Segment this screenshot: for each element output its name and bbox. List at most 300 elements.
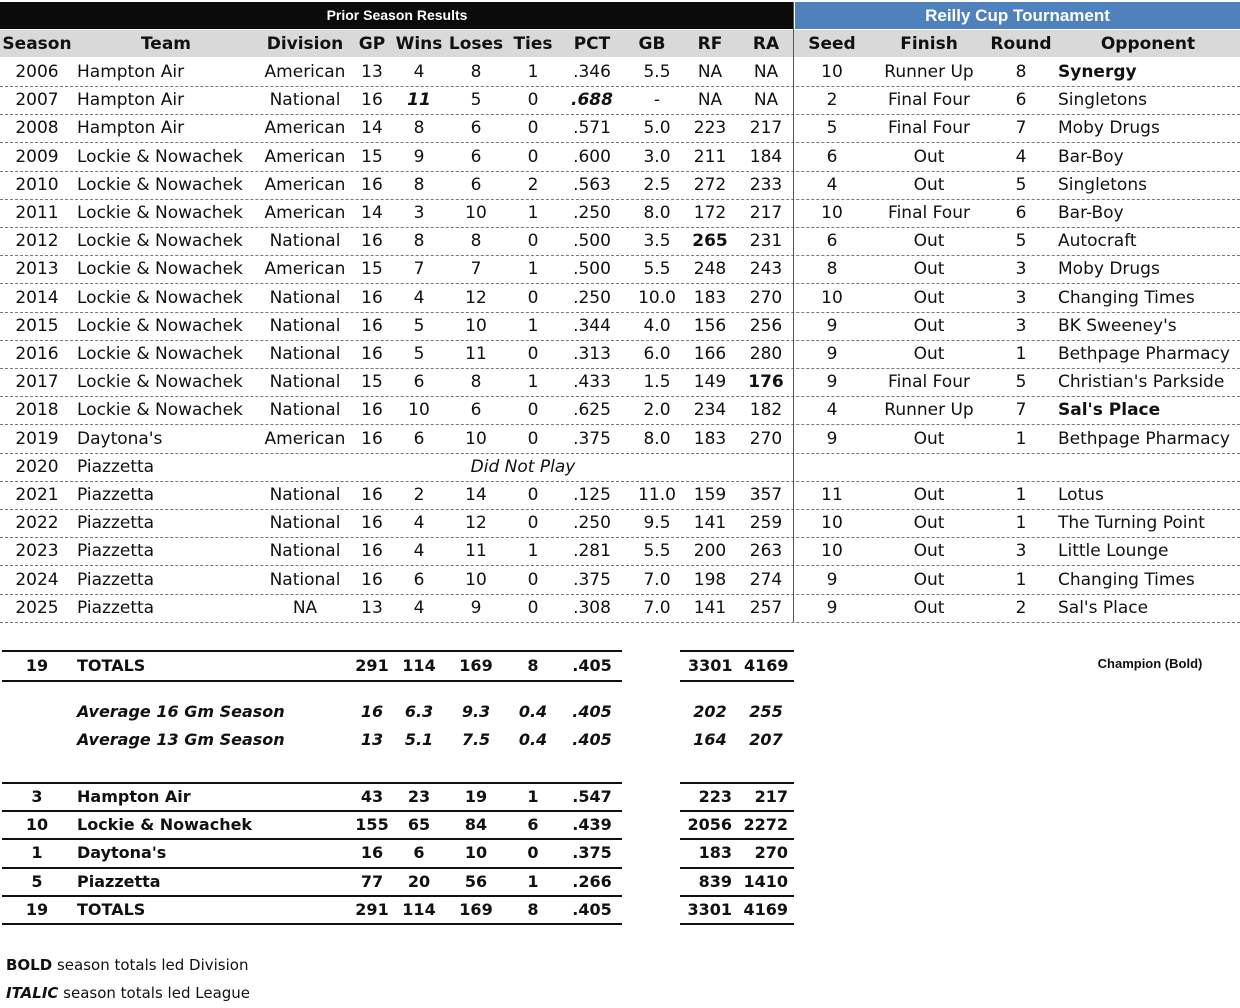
col-header-gb: GB [638,34,666,54]
cell-gb: 8.0 [643,203,671,223]
cell-gp: 16 [361,90,383,111]
cell-rf: 141 [693,513,727,534]
cell-pct: .125 [573,485,611,505]
cell-seed: 6 [826,231,838,252]
cell-ties: 1 [527,541,539,562]
cell-opponent: The Turning Point [1058,513,1205,534]
cell-finish: Out [913,146,945,167]
cell-gp: 16 [361,344,383,364]
cell-gp: 16 [361,485,383,505]
cell-season: 2007 [15,90,59,111]
cell-opponent: Synergy [1058,62,1137,82]
cell-round: 7 [1015,118,1027,139]
cell-ra: 357 [749,485,783,505]
totals-loses: 169 [459,656,493,675]
cell-team: Lockie & Nowachek [77,146,243,167]
cell-team: Lockie & Nowachek [77,287,243,308]
cell-gb: 3.0 [643,146,671,167]
cell-seed: 9 [826,372,838,393]
cell-rf: 183 [693,287,727,308]
cell-wins: 9 [413,146,425,167]
season-row-2025 [0,594,1240,623]
cell-division: American [264,118,346,139]
avg16-wins: 6.3 [404,702,434,721]
cell-wins: 5 [413,344,425,364]
cell-season: 2023 [15,541,59,562]
cell-division: National [269,231,341,252]
cell-finish: Out [913,315,945,336]
cell-gb: 6.0 [643,344,671,364]
cell-team: Piazzetta [77,597,155,618]
cell-ra: 176 [748,372,784,393]
cell-rf: NA [697,90,723,111]
cell-opponent: Autocraft [1058,231,1137,252]
cell-rf: 198 [693,569,727,590]
cell-loses: 11 [465,344,487,364]
cell-opponent: Bethpage Pharmacy [1058,344,1230,364]
avg16-pct: .405 [572,702,612,721]
cell-team: Hampton Air [77,62,185,82]
cell-season: 2022 [15,513,59,534]
cell-gp: 16 [361,400,383,421]
cell-ra: 182 [749,400,783,421]
cell-gp: 16 [361,287,383,308]
cell-wins: 8 [413,118,425,139]
legend-bold-word: BOLD [6,956,53,974]
team-total-ra: 270 [754,843,788,863]
cell-ra: 270 [749,428,783,449]
cell-pct: .688 [571,90,613,111]
cell-round: 2 [1015,597,1027,618]
cell-rf: 149 [693,372,727,393]
cell-rf: 183 [693,428,727,449]
team-total-ties: 6 [527,815,539,835]
cell-opponent: BK Sweeney's [1058,315,1177,336]
cell-rf: 156 [693,315,727,336]
team-total-ra: 1410 [743,871,788,891]
totals-rf: 3301 [688,656,733,675]
season-row-2006 [0,58,1240,87]
cell-finish: Final Four [888,90,970,111]
cell-gp: 15 [361,259,383,280]
cell-seed: 10 [821,541,843,562]
cell-gb: 4.0 [643,315,671,336]
team-total-loses: 10 [464,843,488,863]
cell-seed: 9 [826,344,838,364]
cell-gb: 5.5 [643,259,671,280]
cell-round: 1 [1015,344,1027,364]
avg13-ties: 0.4 [518,730,548,749]
cell-finish: Out [913,231,945,252]
cell-division: National [269,569,341,590]
cell-division: National [269,344,341,364]
cell-gb: 5.0 [643,118,671,139]
cell-opponent: Moby Drugs [1058,118,1160,139]
season-row-2024 [0,566,1240,595]
cell-season: 2017 [15,372,59,393]
cell-gp: 13 [361,597,383,618]
cell-rf: 265 [692,231,728,252]
cell-ra: NA [753,90,779,111]
cell-season: 2011 [15,203,59,223]
cell-rf: 223 [693,118,727,139]
team-total-pct: .375 [572,843,612,863]
cell-pct: .346 [573,62,611,82]
totals-count: 19 [25,656,49,675]
season-row-2016 [0,340,1240,369]
cell-gp: 16 [361,231,383,252]
col-header-season: Season [2,34,72,54]
col-header-gp: GP [358,34,386,54]
team-total-pct: .266 [572,871,612,891]
cell-rf: 200 [693,541,727,562]
cell-opponent: Moby Drugs [1058,259,1160,280]
cell-team: Lockie & Nowachek [77,259,243,280]
totals-ra: 4169 [744,656,789,675]
team-total-rf: 183 [698,843,732,863]
cell-finish: Out [913,174,945,195]
season-row-2018 [0,396,1240,425]
cell-seed: 8 [826,259,838,280]
cell-seed: 10 [821,203,843,223]
season-row-2022 [0,509,1240,538]
cell-team: Piazzetta [77,456,155,477]
cell-ra: 259 [749,513,783,534]
cell-gb: 2.0 [643,400,671,421]
cell-pct: .600 [573,146,611,167]
team-total-rule-left [2,923,622,925]
cell-gb: 11.0 [638,485,676,505]
team-total-team: Piazzetta [77,871,161,891]
team-total-gp: 16 [360,843,384,863]
cell-loses: 10 [465,203,487,223]
cell-wins: 4 [413,597,425,618]
cell-wins: 6 [413,428,425,449]
cell-ties: 0 [527,485,539,505]
avg16-loses: 9.3 [461,702,491,721]
cell-team: Piazzetta [77,485,155,505]
team-total-pct: .439 [572,815,612,835]
cell-pct: .500 [573,259,611,280]
cell-rf: NA [697,62,723,82]
cell-round: 1 [1015,569,1027,590]
team-total-wins: 65 [407,815,431,835]
team-total-wins: 6 [413,843,425,863]
cell-round: 3 [1015,541,1027,562]
cell-gb: 7.0 [643,597,671,618]
team-total-loses: 56 [464,871,488,891]
avg13-ra: 207 [749,730,783,749]
team-total-rf: 839 [698,871,732,891]
cell-division: American [264,428,346,449]
team-total-wins: 23 [407,787,431,806]
cell-pct: .571 [573,118,611,139]
season-row-2013 [0,255,1240,284]
tournament-title: Reilly Cup Tournament [925,6,1110,25]
totals-label: TOTALS [77,656,146,675]
section-divider [793,2,794,622]
cell-team: Lockie & Nowachek [77,231,243,252]
season-row-2007 [0,86,1240,115]
cell-gp: 15 [361,146,383,167]
season-row-2019 [0,425,1240,454]
cell-season: 2010 [15,174,59,195]
cell-team: Lockie & Nowachek [77,372,243,393]
cell-division: National [269,400,341,421]
cell-pct: .308 [573,597,611,618]
team-total-team: Hampton Air [77,787,191,806]
team-total-ra: 4169 [743,899,788,919]
cell-season: 2024 [15,569,59,590]
cell-division: National [269,372,341,393]
cell-ties: 0 [527,90,539,111]
team-total-count: 19 [25,899,49,919]
cell-team: Hampton Air [77,118,185,139]
cell-round: 1 [1015,485,1027,505]
cell-gp: 16 [361,569,383,590]
cell-loses: 6 [470,118,482,139]
cell-seed: 4 [826,400,838,421]
cell-gb: 5.5 [643,62,671,82]
cell-round: 4 [1015,146,1027,167]
team-total-pct: .547 [572,787,612,806]
cell-round: 5 [1015,174,1027,195]
cell-seed: 11 [821,485,843,505]
avg16-label: Average 16 Gm Season [77,702,285,721]
cell-ties: 1 [527,203,539,223]
cell-division: National [269,513,341,534]
team-total-pct: .405 [572,899,612,919]
avg16-rf: 202 [693,702,727,721]
cell-season: 2014 [15,287,59,308]
cell-division: National [269,315,341,336]
cell-round: 3 [1015,315,1027,336]
cell-loses: 8 [470,231,482,252]
cell-division: National [269,287,341,308]
season-row-2014 [0,284,1240,313]
totals-ties: 8 [527,656,539,675]
cell-division: NA [292,597,318,618]
season-row-2020 [0,453,1240,482]
cell-pct: .625 [573,400,611,421]
cell-ties: 0 [527,569,539,590]
team-total-count: 1 [31,843,43,863]
cell-seed: 10 [821,287,843,308]
cell-round: 3 [1015,259,1027,280]
cell-division: American [264,146,346,167]
cell-loses: 5 [470,90,482,111]
cell-finish: Out [913,485,945,505]
avg16-gp: 16 [360,702,384,721]
season-row-2023 [0,537,1240,566]
team-total-ties: 1 [527,787,539,806]
col-header-finish: Finish [900,34,958,54]
cell-round: 7 [1015,400,1027,421]
cell-loses: 8 [470,62,482,82]
cell-season: 2021 [15,485,59,505]
cell-opponent: Sal's Place [1058,400,1161,421]
cell-opponent: Christian's Parkside [1058,372,1225,393]
cell-finish: Final Four [888,372,970,393]
cell-finish: Out [913,287,945,308]
cell-gp: 16 [361,428,383,449]
cell-opponent: Changing Times [1058,287,1195,308]
col-header-opponent: Opponent [1100,34,1196,54]
cell-opponent: Bar-Boy [1058,146,1124,167]
cell-season: 2020 [15,456,59,477]
cell-rf: 141 [693,597,727,618]
cell-ties: 2 [527,174,539,195]
cell-seed: 10 [821,513,843,534]
cell-team: Lockie & Nowachek [77,174,243,195]
cell-loses: 12 [465,287,487,308]
cell-opponent: Singletons [1058,90,1147,111]
cell-round: 5 [1015,231,1027,252]
cell-loses: 6 [470,400,482,421]
cell-seed: 9 [826,569,838,590]
cell-round: 3 [1015,287,1027,308]
team-total-gp: 43 [360,787,384,806]
cell-gp: 16 [361,513,383,534]
cell-pct: .313 [573,344,611,364]
cell-gb: 3.5 [643,231,671,252]
cell-loses: 11 [465,541,487,562]
cell-gb: 1.5 [643,372,671,393]
avg13-wins: 5.1 [404,730,434,749]
cell-pct: .250 [573,203,611,223]
cell-seed: 6 [826,146,838,167]
cell-team: Piazzetta [77,541,155,562]
cell-loses: 10 [465,428,487,449]
team-total-ties: 0 [527,843,539,863]
team-total-count: 5 [31,871,43,891]
cell-round: 6 [1015,203,1027,223]
cell-ties: 1 [527,259,539,280]
season-row-2010 [0,171,1240,200]
cell-ra: 263 [749,541,783,562]
cell-division: American [264,174,346,195]
cell-ra: 217 [749,203,783,223]
cell-gp: 16 [361,541,383,562]
totals-pct: .405 [572,656,612,675]
cell-wins: 4 [413,62,425,82]
cell-loses: 12 [465,513,487,534]
cell-wins: 10 [408,400,430,421]
cell-season: 2016 [15,344,59,364]
cell-rf: 159 [693,485,727,505]
cell-wins: 2 [413,485,425,505]
team-total-loses: 169 [459,899,493,919]
cell-team: Lockie & Nowachek [77,315,243,336]
cell-loses: 7 [470,259,482,280]
col-header-wins: Wins [395,34,443,54]
avg13-rf: 164 [693,730,727,749]
cell-division: National [269,541,341,562]
cell-seed: 2 [826,90,838,111]
cell-season: 2013 [15,259,59,280]
cell-gp: 13 [361,62,383,82]
cell-pct: .250 [573,287,611,308]
legend-italic-word: ITALIC [6,984,59,1002]
cell-opponent: Bethpage Pharmacy [1058,428,1230,449]
cell-ra: 217 [749,118,783,139]
cell-loses: 6 [470,174,482,195]
cell-finish: Runner Up [884,62,974,82]
cell-gp: 16 [361,174,383,195]
cell-gp: 15 [361,372,383,393]
cell-division: American [264,259,346,280]
avg13-gp: 13 [360,730,384,749]
cell-ra: 243 [749,259,783,280]
cell-finish: Out [913,344,945,364]
col-header-team: Team [140,34,192,54]
team-total-gp: 155 [355,815,389,835]
cell-rf: 166 [693,344,727,364]
team-total-loses: 19 [464,787,488,806]
cell-ties: 1 [527,372,539,393]
cell-division: National [269,90,341,111]
cell-pct: .281 [573,541,611,562]
team-total-loses: 84 [464,815,488,835]
season-row-2012 [0,227,1240,256]
team-total-gp: 77 [360,871,384,891]
cell-ra: NA [753,62,779,82]
cell-opponent: Singletons [1058,174,1147,195]
cell-gp: 14 [361,203,383,223]
did-not-play-note: Did Not Play [470,456,576,477]
cell-ties: 0 [527,118,539,139]
cell-opponent: Little Lounge [1058,541,1169,562]
cell-ra: 256 [749,315,783,336]
col-header-ra: RA [752,34,780,54]
cell-division: American [264,62,346,82]
team-total-ties: 1 [527,871,539,891]
cell-finish: Final Four [888,118,970,139]
team-total-wins: 114 [402,899,436,919]
team-total-team: Lockie & Nowachek [77,815,253,835]
cell-finish: Out [913,569,945,590]
cell-season: 2006 [15,62,59,82]
cell-season: 2019 [15,428,59,449]
cell-rf: 234 [693,400,727,421]
cell-finish: Runner Up [884,400,974,421]
cell-finish: Out [913,597,945,618]
cell-ties: 0 [527,597,539,618]
team-total-wins: 20 [407,871,431,891]
cell-loses: 6 [470,146,482,167]
totals-bottom-rule-left [2,680,622,682]
cell-opponent: Bar-Boy [1058,203,1124,223]
legend-italic-text: season totals led League [58,984,251,1002]
col-header-pct: PCT [573,34,611,54]
cell-finish: Out [913,428,945,449]
cell-wins: 7 [413,259,425,280]
cell-wins: 11 [407,90,431,111]
season-row-2009 [0,143,1240,172]
cell-pct: .500 [573,231,611,252]
cell-ties: 0 [527,287,539,308]
champion-legend: Champion (Bold) [1097,656,1203,671]
avg13-label: Average 13 Gm Season [77,730,285,749]
totals-bottom-rule-right [680,680,794,682]
cell-ties: 0 [527,513,539,534]
cell-finish: Out [913,541,945,562]
cell-team: Piazzetta [77,569,155,590]
col-header-division: Division [266,34,344,54]
cell-division: American [264,203,346,223]
legend-bold-text: season totals led Division [52,956,249,974]
cell-ra: 231 [749,231,783,252]
